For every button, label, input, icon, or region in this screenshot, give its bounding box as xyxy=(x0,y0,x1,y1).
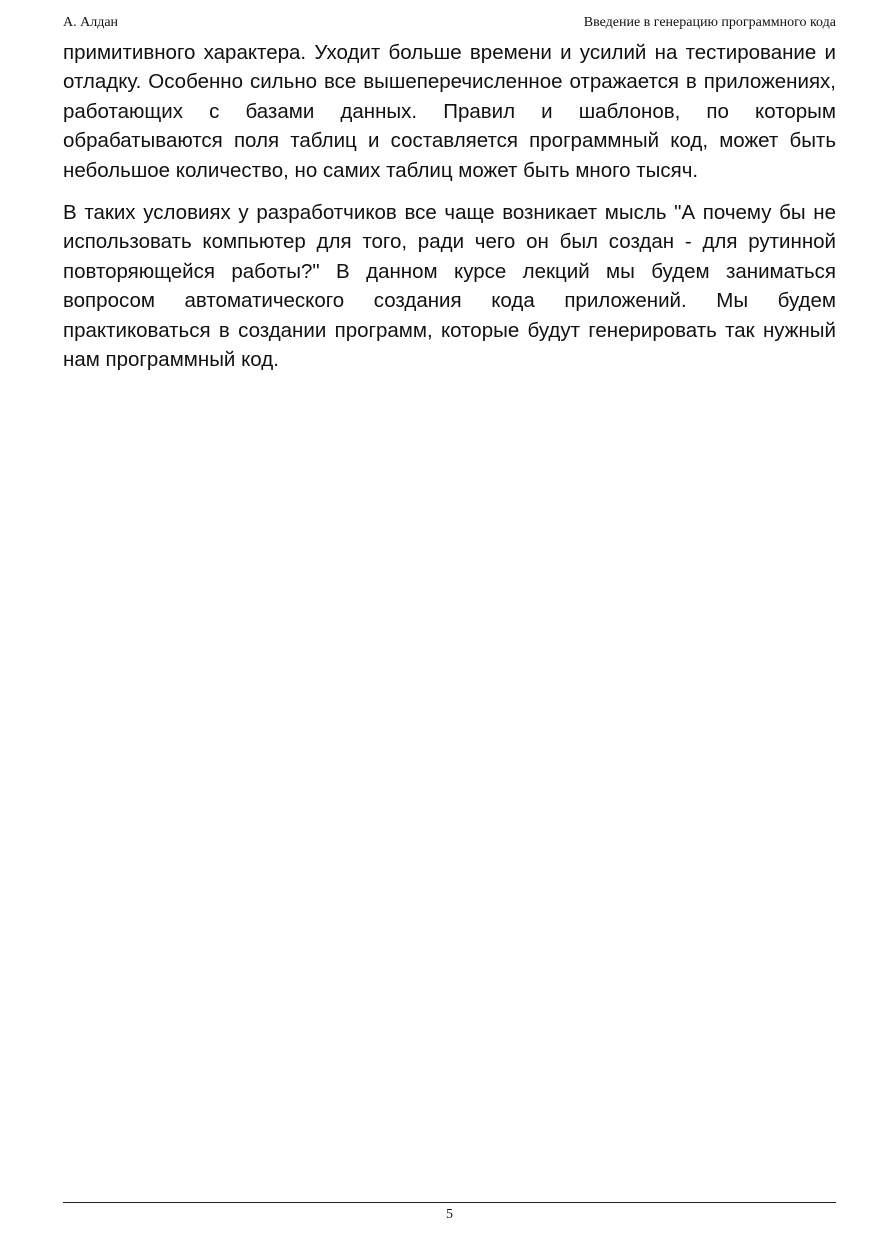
header-author: А. Алдан xyxy=(63,15,119,30)
page-number: 5 xyxy=(446,1207,453,1222)
main-text xyxy=(63,38,836,374)
page-header xyxy=(63,15,836,35)
paragraph: примитивного характера. Уходит больше времени и усилий на тестирование и отладку. Особенно сильно все вышеперечисленное отражается в приложениях, работающих с базами данных. Правил и шаблонов, по которым обрабатываются поля таблиц и составляется программный код, может быть небольшое количество, но самих таблиц может быть много тысяч. xyxy=(63,41,836,182)
header-title: Введение в генерацию программного кода xyxy=(583,15,836,30)
paragraph: В таких условиях у разработчиков все чаще возникает мысль "А почему бы не использовать компьютер для того, ради чего он был создан - для рутинной повторяющейся работы?" В данном курсе лекций мы будем заниматься вопросом автоматического создания кода приложений. Мы будем практиковаться в создании программ, которые будут генерировать так нужный нам программный код. xyxy=(63,201,836,372)
page-footer xyxy=(63,1202,836,1223)
